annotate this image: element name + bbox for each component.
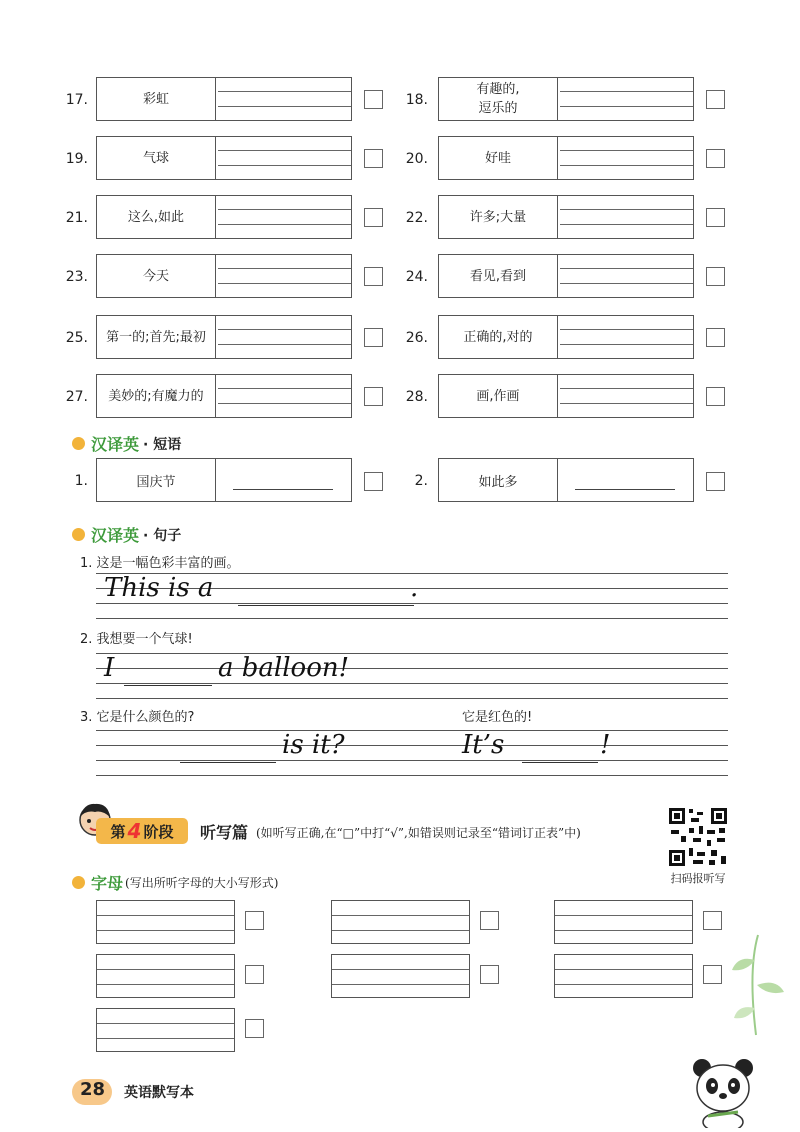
vocab-box (438, 374, 694, 418)
check-box[interactable] (364, 328, 383, 347)
phrase-chinese: 国庆节 (97, 459, 216, 501)
bullet-icon (72, 437, 85, 450)
phrase-number: 1. (74, 473, 88, 489)
item-number: 18. (405, 92, 428, 108)
check-box[interactable] (364, 90, 383, 109)
page-number: 28 (80, 1079, 106, 1100)
sentence-text: It’s (462, 730, 505, 760)
bamboo-leaf-icon (728, 930, 788, 1040)
item-number: 28. (405, 389, 428, 405)
bullet-icon (72, 876, 85, 889)
vocab-box (96, 195, 352, 239)
writing-line[interactable] (560, 329, 693, 330)
sentences-heading-sub: · 句子 (143, 527, 182, 544)
writing-line (332, 984, 469, 985)
check-box[interactable] (706, 149, 725, 168)
vocab-chinese: 有趣的, 逗乐的 (439, 78, 558, 120)
writing-line[interactable] (218, 268, 351, 269)
writing-line[interactable] (218, 106, 351, 107)
vocab-box (438, 315, 694, 359)
check-box[interactable] (364, 267, 383, 286)
sentence-punct: . (410, 573, 419, 603)
vocab-chinese: 美妙的;有魔力的 (97, 375, 216, 417)
writing-line (332, 915, 469, 916)
vocab-box (96, 77, 352, 121)
writing-line (97, 930, 234, 931)
sentence-start: I (104, 653, 115, 683)
vocab-chinese: 看见,看到 (439, 255, 558, 297)
writing-line (97, 1038, 234, 1039)
vocab-box (96, 136, 352, 180)
writing-line[interactable] (218, 209, 351, 210)
writing-line (555, 915, 692, 916)
check-box[interactable] (703, 911, 722, 930)
letter-writing-box[interactable] (331, 900, 470, 944)
letter-writing-box[interactable] (331, 954, 470, 998)
item-number: 22. (405, 210, 428, 226)
stage-badge-prefix: 第 (110, 822, 126, 841)
writing-line[interactable] (560, 403, 693, 404)
sentences-heading-main: 汉译英 (91, 526, 140, 545)
check-box[interactable] (245, 1019, 264, 1038)
vocab-chinese: 气球 (97, 137, 216, 179)
sentence-text: a balloon! (218, 653, 350, 683)
vocab-chinese: 正确的,对的 (439, 316, 558, 358)
handwriting-lines[interactable] (96, 730, 728, 776)
letters-heading-main: 字母 (91, 874, 124, 893)
sentence-prompt: 1. 这是一幅色彩丰富的画。 (80, 556, 240, 571)
item-number: 26. (405, 330, 428, 346)
sentence-punct: ! (600, 730, 611, 760)
phrases-heading (72, 432, 181, 455)
check-box[interactable] (245, 911, 264, 930)
vocab-chinese: 许多;大量 (439, 196, 558, 238)
writing-line[interactable] (560, 224, 693, 225)
writing-line[interactable] (218, 388, 351, 389)
check-box[interactable] (706, 328, 725, 347)
answer-blank[interactable] (522, 762, 598, 763)
writing-line[interactable] (218, 403, 351, 404)
bullet-icon (72, 528, 85, 541)
writing-line (332, 969, 469, 970)
writing-line (332, 930, 469, 931)
vocab-box (96, 374, 352, 418)
vocab-box (438, 254, 694, 298)
phrases-heading-main: 汉译英 (91, 435, 140, 454)
sentences-heading (72, 523, 181, 546)
letter-writing-box[interactable] (96, 900, 235, 944)
writing-line (97, 1023, 234, 1024)
vocab-chinese: 画,作画 (439, 375, 558, 417)
vocab-chinese: 好哇 (439, 137, 558, 179)
check-box[interactable] (480, 965, 499, 984)
item-number: 21. (65, 210, 88, 226)
phrase-box (438, 458, 694, 502)
check-box[interactable] (245, 965, 264, 984)
check-box[interactable] (706, 472, 725, 491)
item-number: 24. (405, 269, 428, 285)
writing-line (97, 915, 234, 916)
vocab-chinese: 这么,如此 (97, 196, 216, 238)
sentence-prompt: 3. 它是什么颜色的? (80, 710, 195, 725)
writing-line[interactable] (218, 329, 351, 330)
book-title: 英语默写本 (124, 1085, 194, 1101)
phrases-heading-sub: · 短语 (143, 436, 182, 453)
stage-note: (如听写正确,在“□”中打“√”,如错误则记录至“错词订正表”中) (256, 826, 581, 840)
writing-line[interactable] (560, 283, 693, 284)
sentence-text: is it? (282, 730, 345, 760)
writing-line[interactable] (560, 165, 693, 166)
vocab-box (438, 77, 694, 121)
letter-writing-box[interactable] (96, 954, 235, 998)
writing-line (555, 969, 692, 970)
check-box[interactable] (364, 472, 383, 491)
phrase-chinese: 如此多 (439, 459, 558, 501)
letters-heading-note: (写出所听字母的大小写形式) (125, 876, 279, 890)
stage-badge-number: 4 (127, 819, 142, 843)
qr-code-icon[interactable] (667, 806, 729, 868)
writing-line[interactable] (218, 283, 351, 284)
stage-title: 听写篇 (200, 823, 249, 842)
check-box[interactable] (706, 208, 725, 227)
vocab-box (96, 315, 352, 359)
answer-blank[interactable] (233, 489, 333, 490)
writing-line[interactable] (560, 388, 693, 389)
writing-line[interactable] (218, 344, 351, 345)
answer-blank[interactable] (575, 489, 675, 490)
check-box[interactable] (364, 387, 383, 406)
item-number: 19. (65, 151, 88, 167)
letter-writing-box[interactable] (96, 1008, 235, 1052)
vocab-chinese: 今天 (97, 255, 216, 297)
check-box[interactable] (706, 90, 725, 109)
stage-badge (96, 818, 188, 844)
vocab-chinese: 第一的;首先;最初 (97, 316, 216, 358)
panda-icon (688, 1056, 758, 1128)
check-box[interactable] (364, 149, 383, 168)
item-number: 17. (65, 92, 88, 108)
item-number: 20. (405, 151, 428, 167)
vocab-box (438, 195, 694, 239)
handwriting-lines[interactable] (96, 653, 728, 699)
writing-line[interactable] (560, 150, 693, 151)
letter-writing-box[interactable] (554, 954, 693, 998)
phrase-number: 2. (414, 473, 428, 489)
item-number: 25. (65, 330, 88, 346)
vocab-chinese: 彩虹 (97, 78, 216, 120)
phrase-box (96, 458, 352, 502)
writing-line[interactable] (560, 91, 693, 92)
qr-caption: 扫码报听写 (670, 872, 726, 885)
answer-blank[interactable] (238, 605, 414, 606)
writing-line (555, 930, 692, 931)
writing-line[interactable] (560, 268, 693, 269)
writing-line[interactable] (560, 209, 693, 210)
writing-line[interactable] (218, 165, 351, 166)
check-box[interactable] (364, 208, 383, 227)
item-number: 23. (65, 269, 88, 285)
check-box[interactable] (706, 387, 725, 406)
check-box[interactable] (480, 911, 499, 930)
vocab-box (438, 136, 694, 180)
sentence-prompt: 它是红色的! (462, 710, 533, 725)
writing-line (555, 984, 692, 985)
answer-blank[interactable] (124, 685, 212, 686)
answer-blank[interactable] (180, 762, 276, 763)
letters-heading (72, 871, 278, 894)
sentence-text: This is a (104, 573, 214, 603)
writing-line (97, 969, 234, 970)
writing-line[interactable] (560, 106, 693, 107)
item-number: 27. (65, 389, 88, 405)
writing-line[interactable] (218, 224, 351, 225)
writing-line[interactable] (218, 150, 351, 151)
stage-badge-suffix: 阶段 (143, 822, 174, 841)
writing-line[interactable] (218, 91, 351, 92)
sentence-prompt: 2. 我想要一个气球! (80, 632, 193, 647)
letter-writing-box[interactable] (554, 900, 693, 944)
writing-line (97, 984, 234, 985)
vocab-box (96, 254, 352, 298)
writing-line[interactable] (560, 344, 693, 345)
check-box[interactable] (703, 965, 722, 984)
check-box[interactable] (706, 267, 725, 286)
